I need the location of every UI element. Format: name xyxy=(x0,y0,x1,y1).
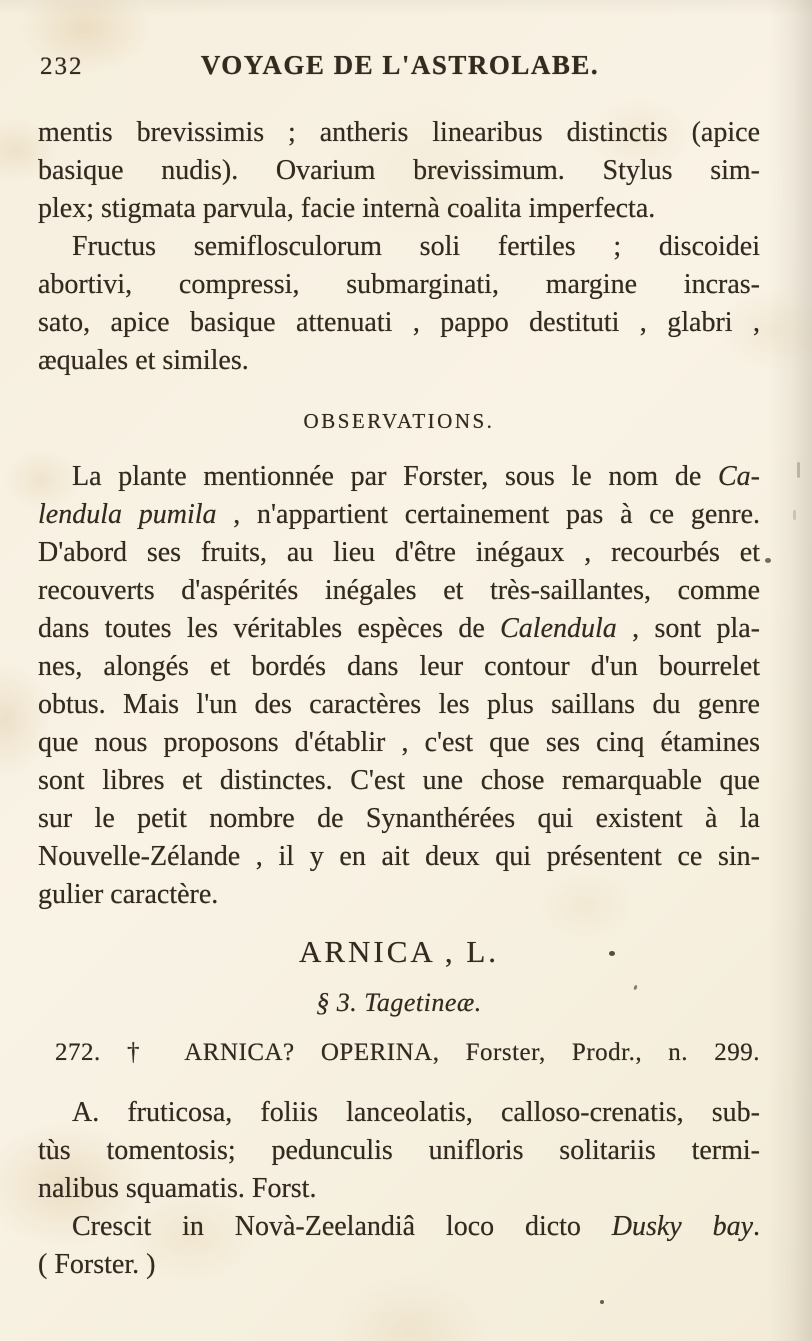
text-line xyxy=(38,1094,760,1132)
text-segment: La plante mentionnée par Forster, sous le nom de xyxy=(72,461,718,492)
text-segment: æquales et similes. xyxy=(38,345,249,376)
text-segment: . xyxy=(753,1211,760,1242)
text-segment: A. fruticosa, foliis lanceolatis, calloso-crenatis, sub- xyxy=(72,1097,760,1128)
page-number: 232 xyxy=(40,53,84,80)
text-line xyxy=(38,1132,760,1170)
species-description xyxy=(38,1094,760,1208)
text-line xyxy=(38,304,760,342)
text-line xyxy=(38,152,760,190)
text-line xyxy=(38,686,760,724)
text-segment: tùs tomentosis; pedunculis unifloris solitariis termi- xyxy=(38,1135,760,1166)
ink-speck xyxy=(600,1300,604,1304)
text-segment: nalibus squamatis. Forst. xyxy=(38,1173,317,1204)
text-segment: mentis brevissimis ; antheris linearibus distinctis (apice xyxy=(38,117,760,148)
text-segment: sur le petit nombre de Synanthérées qui existent à la xyxy=(38,803,760,834)
habitat-note xyxy=(38,1208,760,1284)
italic-text: Dusky bay xyxy=(611,1211,753,1242)
ink-speck xyxy=(765,558,771,563)
text-segment: basique nudis). Ovarium brevissimum. Stylus sim- xyxy=(38,155,760,186)
text-segment: gulier caractère. xyxy=(38,879,219,910)
text-segment: D'abord ses fruits, au lieu d'être inégaux , recourbés et xyxy=(38,537,760,568)
text-line xyxy=(38,800,760,838)
text-line xyxy=(38,190,760,228)
text-line xyxy=(38,762,760,800)
ink-speck xyxy=(609,951,615,956)
page-body xyxy=(38,114,760,1284)
text-line xyxy=(38,724,760,762)
latin-description-fructus xyxy=(38,228,760,380)
latin-description-continued xyxy=(38,114,760,228)
text-line xyxy=(38,342,760,380)
heading-section: § 3. Tagetineæ. xyxy=(316,988,482,1017)
text-segment: ( Forster. ) xyxy=(38,1249,156,1280)
text-segment: Fructus semiflosculorum soli fertiles ; discoidei xyxy=(72,231,760,262)
text-segment: abortivi, compressi, submarginati, margine incras- xyxy=(38,269,760,300)
text-line xyxy=(38,838,760,876)
text-line xyxy=(38,648,760,686)
text-segment: Nouvelle-Zélande , il y en ait deux qui présentent ce sin- xyxy=(38,841,760,872)
italic-text: lendula pumila xyxy=(38,499,217,530)
text-segment: , n'appartient certainement pas à ce genre. xyxy=(216,499,760,530)
text-line xyxy=(38,876,760,914)
text-line xyxy=(38,610,760,648)
running-title: VOYAGE DE L'ASTROLABE. xyxy=(200,50,600,80)
scan-edge-mark xyxy=(797,462,800,478)
text-line xyxy=(38,572,760,610)
text-line xyxy=(38,1208,760,1246)
scan-edge-mark xyxy=(793,510,796,520)
text-segment: que nous proposons d'établir , c'est que ses cinq étamines xyxy=(38,727,760,758)
text-segment: sont libres et distinctes. C'est une chose remarquable que xyxy=(38,765,760,796)
heading-genus: ARNICA , L. xyxy=(298,934,500,969)
observations-paragraph xyxy=(38,458,760,914)
text-line xyxy=(38,534,760,572)
text-line xyxy=(38,1246,760,1284)
heading-observations: OBSERVATIONS. xyxy=(303,409,495,433)
text-segment: , sont pla- xyxy=(616,613,760,644)
italic-text: Calendula xyxy=(500,613,617,644)
text-segment: nes, alongés et bordés dans leur contour d'un bourrelet xyxy=(38,651,760,682)
text-segment: Crescit in Novà-Zeelandiâ loco dicto xyxy=(72,1211,612,1242)
text-segment: recouverts d'aspérités inégales et très-saillantes, comme xyxy=(38,575,760,606)
text-segment: plex; stigmata parvula, facie internà coalita imperfecta. xyxy=(38,193,656,224)
text-line xyxy=(38,228,760,266)
text-line xyxy=(38,458,760,496)
text-segment: sato, apice basique attenuati , pappo destituti , glabri , xyxy=(38,307,760,338)
text-line xyxy=(55,1036,760,1070)
text-line xyxy=(38,266,760,304)
text-segment: dans toutes les véritables espèces de xyxy=(38,613,501,644)
text-line xyxy=(38,496,760,534)
species-entry xyxy=(55,1036,760,1070)
text-line xyxy=(38,114,760,152)
text-line xyxy=(38,1170,760,1208)
page-header xyxy=(40,50,760,86)
text-segment: obtus. Mais l'un des caractères les plus saillans du genre xyxy=(38,689,760,720)
italic-text: Ca- xyxy=(718,461,760,492)
text-segment: 272. † ARNICA? OPERINA, Forster, Prodr., n. 299. xyxy=(55,1039,760,1066)
